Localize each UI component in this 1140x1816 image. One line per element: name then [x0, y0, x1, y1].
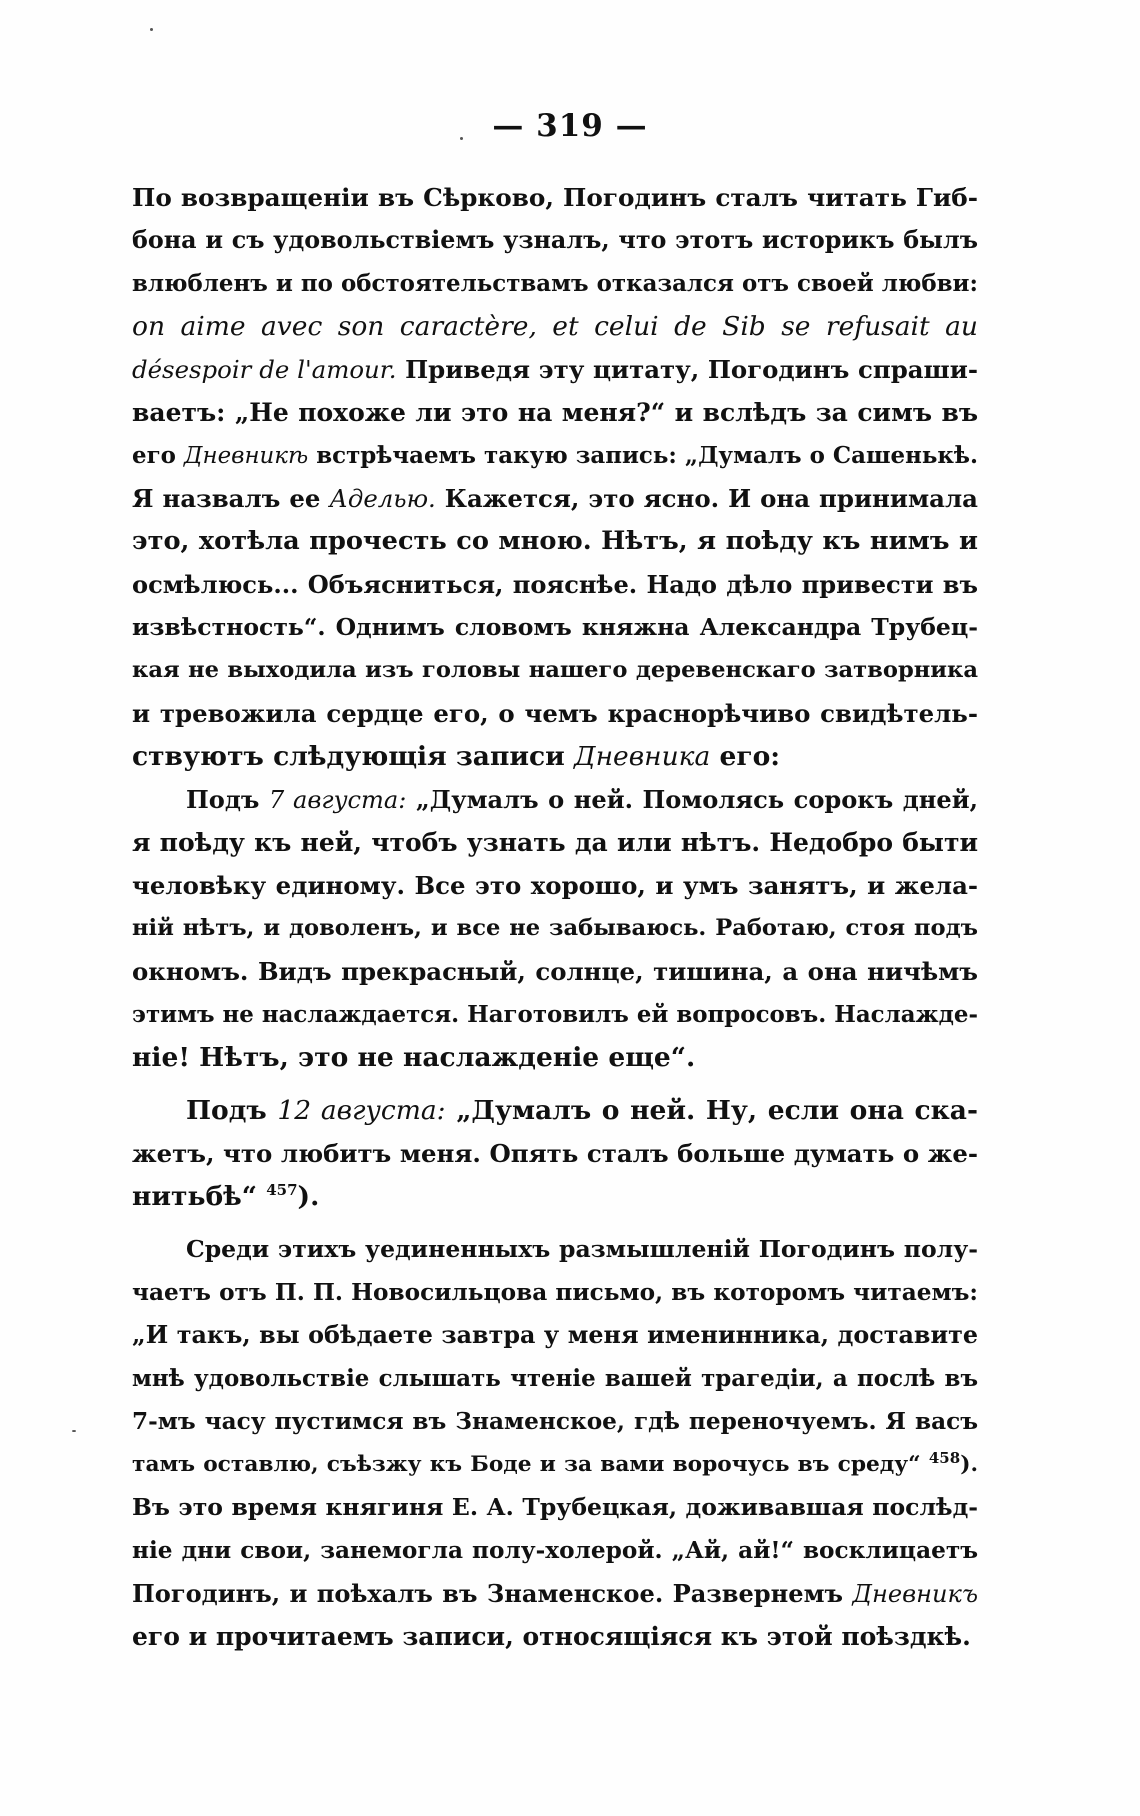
text-line: осмѣлюсь... Объясниться, пояснѣе. Надо дѣло привести въ: [132, 570, 978, 599]
footnote-ref: 458: [928, 1448, 961, 1467]
text-line: [132, 305, 978, 348]
text-line: мнѣ удовольствіе слышать чтеніе вашей трагедіи, а послѣ въ: [132, 1365, 978, 1392]
text-line: Въ это время княгиня Е. А. Трубецкая, доживавшая послѣд-: [132, 1493, 978, 1521]
text-line: бона и съ удовольствіемъ узналъ, что этотъ историкъ былъ: [132, 226, 978, 254]
text-line: влюбленъ и по обстоятельствамъ отказался отъ своей любви:: [132, 270, 978, 297]
text-line: его Дневникѣ встрѣчаемъ такую запись: „Думалъ о Сашенькѣ.: [132, 442, 978, 469]
footnote-ref: 457: [266, 1181, 298, 1200]
print-speck: [72, 1430, 76, 1432]
french-quote: on aime avec son caractère, et celui de Sib se refusait au: [132, 311, 978, 342]
text-line: и тревожила сердце его, о чемъ краснорѣчиво свидѣтель-: [132, 699, 978, 728]
italic-term: Дневникѣ: [183, 443, 309, 469]
text-line: По возвращеніи въ Сѣрково, Погодинъ сталъ читать Гиб-: [132, 183, 978, 212]
body-text: [132, 176, 978, 1658]
text-line: „И такъ, вы обѣдаете завтра у меня именинника, доставите: [132, 1321, 978, 1349]
diary-date: 12 августа:: [277, 1095, 446, 1126]
text-line: Погодинъ, и поѣхалъ въ Знаменское. Развернемъ Дневникъ: [132, 1579, 978, 1608]
text-line: извѣстность“. Однимъ словомъ княжна Александра Трубец-: [132, 613, 978, 641]
print-speck: [150, 28, 153, 31]
italic-term: Дневника: [574, 741, 711, 772]
text-line: это, хотѣла прочесть со мною. Нѣтъ, я поѣду къ нимъ и: [132, 526, 978, 556]
text-line: 7-мъ часу пустимся въ Знаменское, гдѣ переночуемъ. Я васъ: [132, 1408, 978, 1435]
italic-term: Дневникъ: [852, 1580, 978, 1608]
text-line: ніе дни свои, занемогла полу-холерой. „Ай, ай!“ восклицаетъ: [132, 1537, 978, 1564]
text-line: ній нѣтъ, и доволенъ, и все не забываюсь. Работаю, стоя подъ: [132, 915, 978, 941]
diary-date: 7 августа:: [268, 786, 407, 814]
text-line: нитьбѣ“ $^{457}$).: [132, 1181, 320, 1212]
page-number-header: — 319 —: [492, 108, 648, 144]
text-line: Подъ 12 августа: „Думалъ о ней. Ну, если она ска-: [186, 1095, 978, 1126]
french-quote: désespoir de l'amour.: [132, 355, 397, 384]
text-line: его и прочитаемъ записи, относящіяся къ этой поѣздкѣ.: [132, 1622, 971, 1651]
text-line: человѣку единому. Все это хорошо, и умъ занятъ, и жела-: [132, 871, 978, 900]
text-line: Подъ 7 августа: „Думалъ о ней. Помолясь сорокъ дней,: [186, 785, 978, 814]
text-line: désespoir de l'amour. Приведя эту цитату, Погодинъ спраши-: [132, 355, 978, 384]
text-line: ніе! Нѣтъ, это не наслажденіе еще“.: [132, 1042, 696, 1073]
text-line: тамъ оставлю, съѣзжу къ Боде и за вами ворочусь въ среду“ $^{458}$).: [132, 1448, 978, 1477]
text-line: жетъ, что любитъ меня. Опять сталъ больше думать о же-: [132, 1139, 978, 1168]
text-line: этимъ не наслаждается. Наготовилъ ей вопросовъ. Наслажде-: [132, 1001, 978, 1028]
italic-term: Аделью.: [329, 484, 436, 513]
text-line: Среди этихъ уединенныхъ размышленій Погодинъ полу-: [186, 1235, 978, 1263]
text-line: окномъ. Видъ прекрасный, солнце, тишина, а она ничѣмъ: [132, 957, 978, 986]
text-line: ствуютъ слѣдующія записи Дневника его:: [132, 741, 781, 772]
text-line: я поѣду къ ней, чтобъ узнать да или нѣтъ. Недобро быти: [132, 828, 978, 857]
text-line: ваетъ: „Не похоже ли это на меня?“ и вслѣдъ за симъ въ: [132, 398, 978, 427]
text-line: Я назвалъ ее Аделью. Кажется, это ясно. И она принимала: [132, 484, 978, 513]
text-line: чаетъ отъ П. П. Новосильцова письмо, въ которомъ читаемъ:: [132, 1279, 978, 1306]
text-line: кая не выходила изъ головы нашего деревенскаго затворника: [132, 657, 978, 683]
